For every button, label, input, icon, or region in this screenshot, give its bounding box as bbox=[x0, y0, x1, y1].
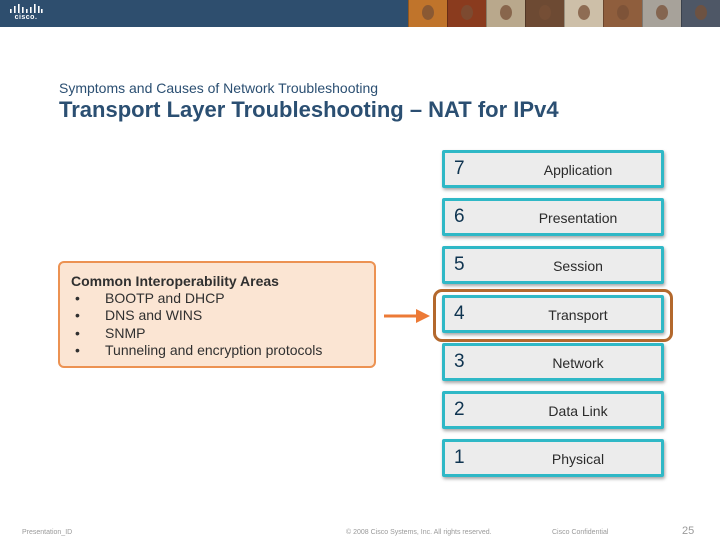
header-photo bbox=[603, 0, 642, 27]
layer-number: 2 bbox=[454, 399, 465, 420]
slide-subtitle: Symptoms and Causes of Network Troubleshooting bbox=[59, 80, 379, 96]
list-item bbox=[71, 325, 322, 342]
layer-number: 1 bbox=[454, 447, 465, 468]
page-number: 25 bbox=[682, 525, 695, 537]
osi-layer-data-link bbox=[442, 391, 664, 429]
header-photo bbox=[486, 0, 525, 27]
bullet: • bbox=[75, 324, 80, 341]
slide-title: Transport Layer Troubleshooting – NAT for IPv4 bbox=[59, 97, 559, 122]
portrait-icon bbox=[578, 5, 590, 20]
header-photo bbox=[642, 0, 681, 27]
layer-number: 5 bbox=[454, 254, 465, 275]
list-item bbox=[71, 342, 322, 359]
portrait-icon bbox=[695, 5, 707, 20]
layer-number: 3 bbox=[454, 351, 465, 372]
osi-layer-session bbox=[442, 246, 664, 284]
list-item-text: DNS and WINS bbox=[105, 307, 203, 324]
layer-number: 4 bbox=[454, 303, 465, 324]
interoperability-callout bbox=[58, 261, 376, 368]
osi-layer-physical bbox=[442, 439, 664, 477]
bullet: • bbox=[75, 290, 80, 306]
list-item bbox=[71, 307, 322, 324]
osi-layer-presentation bbox=[442, 198, 664, 236]
header-photo bbox=[408, 0, 447, 27]
list-item-text: BOOTP and DHCP bbox=[105, 290, 225, 306]
logo-text: cisco. bbox=[14, 14, 38, 21]
list-item-text: SNMP bbox=[105, 324, 146, 341]
layer-number: 6 bbox=[454, 206, 465, 227]
layer-name: Session bbox=[553, 258, 603, 274]
footer-presentation-id: Presentation_ID bbox=[22, 529, 73, 536]
header-band bbox=[0, 0, 720, 27]
layer-name: Network bbox=[552, 355, 604, 371]
list-item bbox=[71, 290, 322, 307]
footer-confidential: Cisco Confidential bbox=[552, 529, 609, 536]
layer-name: Transport bbox=[548, 307, 608, 323]
callout-heading: Common Interoperability Areas bbox=[71, 273, 279, 289]
arrow-right-icon bbox=[384, 306, 430, 326]
layer-name: Application bbox=[543, 162, 613, 178]
layer-name: Physical bbox=[551, 451, 605, 467]
cisco-logo bbox=[9, 4, 43, 23]
callout-list bbox=[71, 290, 322, 359]
portrait-icon bbox=[500, 5, 512, 20]
osi-layer-application bbox=[442, 150, 664, 188]
osi-layer-network bbox=[442, 343, 664, 381]
cisco-bridge-icon bbox=[9, 4, 43, 13]
layer-name: Presentation bbox=[538, 210, 618, 226]
portrait-icon bbox=[539, 5, 551, 20]
header-photo bbox=[447, 0, 486, 27]
portrait-icon bbox=[422, 5, 434, 20]
layer-number: 7 bbox=[454, 158, 465, 179]
portrait-icon bbox=[461, 5, 473, 20]
header-photo-strip bbox=[408, 0, 720, 27]
header-photo bbox=[525, 0, 564, 27]
footer-copyright: © 2008 Cisco Systems, Inc. All rights reserved. bbox=[346, 529, 492, 536]
layer-name: Data Link bbox=[548, 403, 608, 419]
portrait-icon bbox=[617, 5, 629, 20]
header-photo bbox=[681, 0, 720, 27]
bullet: • bbox=[75, 341, 80, 358]
header-photo bbox=[564, 0, 603, 27]
osi-layer-transport bbox=[442, 295, 664, 333]
portrait-icon bbox=[656, 5, 668, 20]
bullet: • bbox=[75, 307, 80, 324]
list-item-text: Tunneling and encryption protocols bbox=[105, 341, 323, 358]
